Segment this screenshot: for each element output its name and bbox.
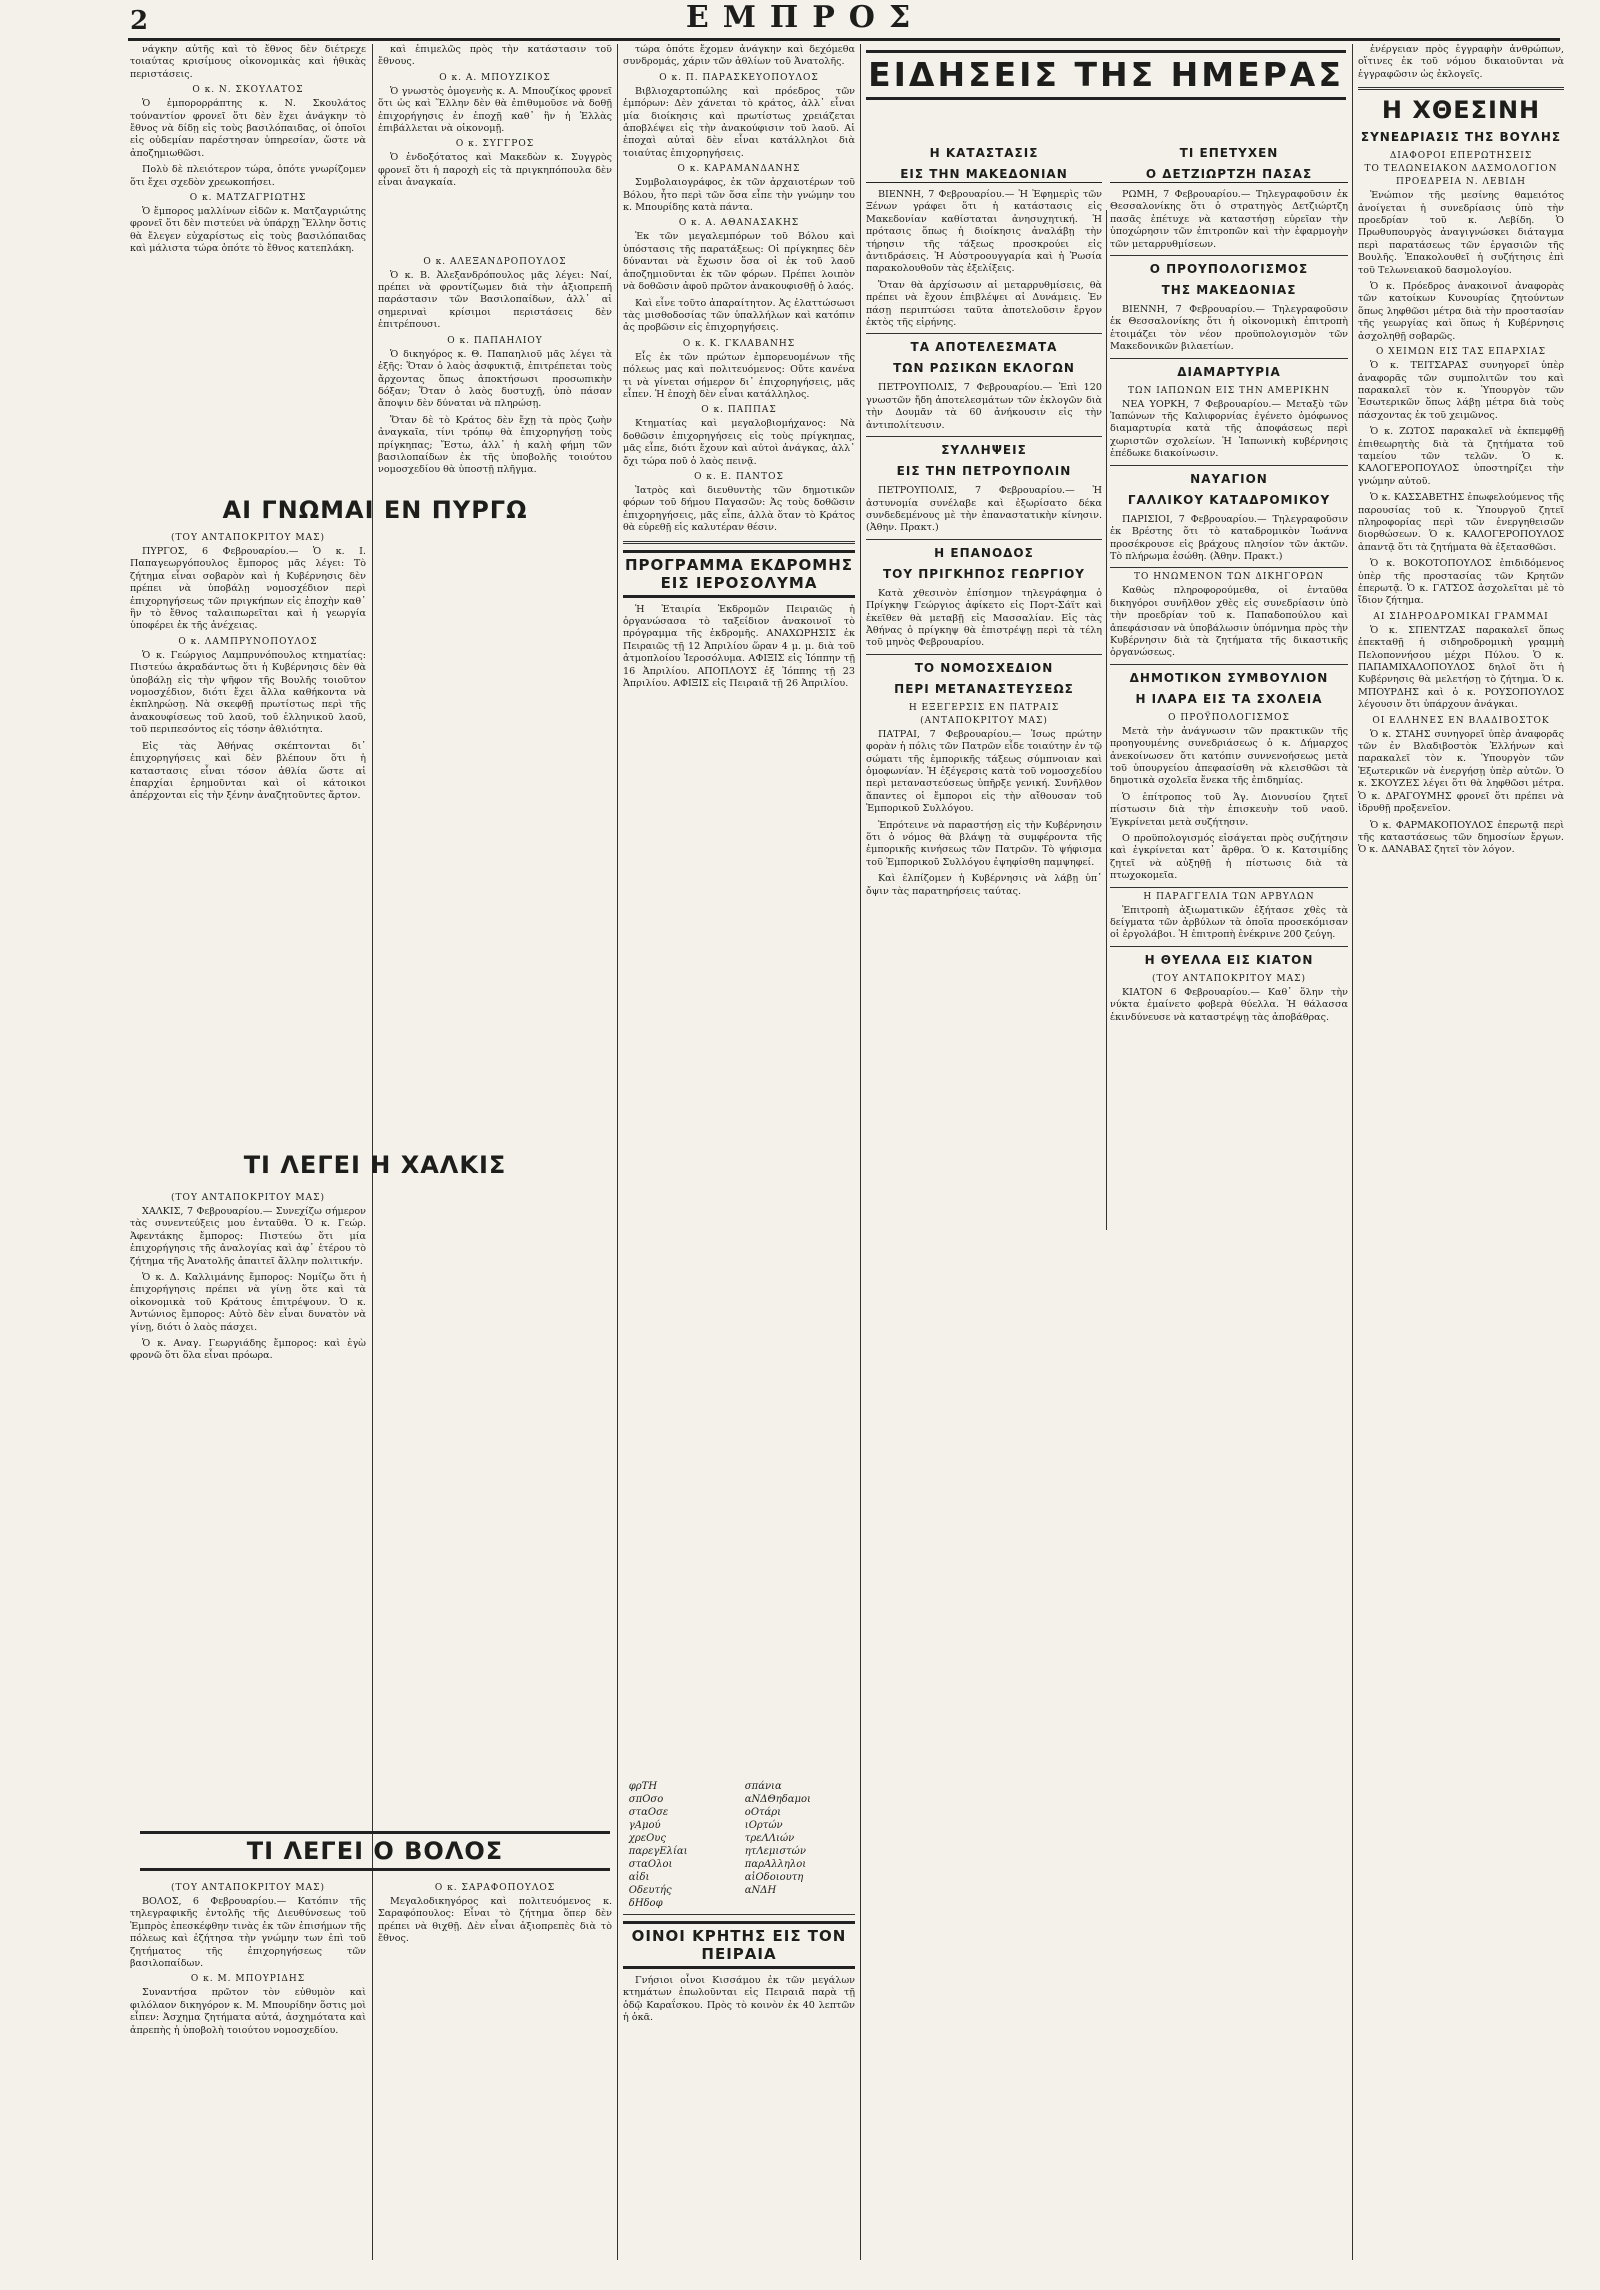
headline: Η ΕΠΑΝΟΔΟΣ [934, 545, 1034, 560]
headline: ΤΙ ΛΕΓΕΙ Ο ΒΟΛΟΣ [140, 1831, 610, 1871]
byline: Ο κ. ΛΑΜΠΡΥΝΟΠΟΥΛΟΣ [178, 636, 318, 647]
article-text: Εἰς τὰς Ἀθήνας σκέπτονται δι᾽ ἐπιχορηγήσεις καὶ δὲν βλέπουν ὅτι ἡ καταστασις εἶναι τόσον ἀθλία ὥστε αἱ ἐπαρχίαι ἐρημοῦνται καὶ οἱ κάτοικοι ἀπέρχονται εἰς τὴν ξένην ἀναζητοῦντες ἄρτον. [130, 740, 366, 802]
headline: Η ΙΛΑΡΑ ΕΙΣ ΤΑ ΣΧΟΛΕΙΑ [1135, 691, 1323, 706]
column-1-volos [130, 1880, 366, 2260]
subheadline: ΠΡΟΕΔΡΕΙΑ Ν. ΛΕΒΙΔΗ [1395, 177, 1527, 188]
byline: Ο κ. ΚΑΡΑΜΑΝΔΑΝΗΣ [677, 164, 801, 175]
article-text: Μεγαλοδικηγόρος καὶ πολιτευόμενος κ. Σαραφόπουλος: Εἶναι τὸ ζήτημα ὅπερ δὲν πρέπει νὰ θιχθῇ. Δὲν εἶναι ἀξιοπρεπὲς διὰ τὸ ἔθνος. [378, 1896, 612, 1945]
correspondent-line: (ΤΟΥ ΑΝΤΑΠΟΚΡΙΤΟΥ ΜΑΣ) [171, 1193, 325, 1203]
byline: Ο κ. ΠΑΠΠΑΣ [701, 405, 777, 416]
subheadline: Η ΠΑΡΑΓΓΕΛΙΑ ΤΩΝ ΑΡΒΥΛΩΝ [1143, 891, 1315, 902]
name-item: σταΟσε [628, 1807, 669, 1818]
article-text: Γνήσιοι οἶνοι Κισσάμου ἐκ τῶν μεγάλων κτημάτων ἐπωλοῦνται εἰς Πειραιᾶ παρὰ τῇ ὁδῷ Καραΐσκου. Πρὸς τὸ κοινὸν ἐκ 40 λεπτῶν ἡ ὀκᾶ. [623, 1975, 855, 2024]
divider [1110, 465, 1348, 466]
column-5 [1110, 140, 1348, 2260]
article-text: ΠΑΤΡΑΙ, 7 Φεβρουαρίου.— Ἰσως πρώτην φορὰν ἡ πόλις τῶν Πατρῶν εἶδε τοιαύτην ἐν τῷ σώματι τῆς ἐμπορικῆς τάξεως σύμπνοιαν καὶ ὁμοφωνίαν. Ἡ ἐξέγερσις κατὰ τοῦ νομοσχεδίου περὶ μεταναστεύσεως ὑπῆρξε γενική. Συνῆλθον ἅπαντες οἱ ἔμποροι εἰς τὴν αἴθουσαν τοῦ Ἐμπορικοῦ Συλλόγου. [866, 728, 1102, 815]
article-text: Συναντήσα πρῶτον τὸν εὐθυμὸν καὶ φιλόλαον δικηγόρον κ. Μ. Μπουρίδην ὅστις μοὶ εἶπεν: Ἀσχημα ζητήματα αὐτά, ἀσχημότατα καὶ ἀπρεπὴς ἡ ὑποβολὴ τοιούτου νομοσχεδίου. [130, 1987, 366, 2036]
divider [1110, 255, 1348, 256]
article-text: Ὁ ἐνδοξότατος καὶ Μακεδὼν κ. Συγγρὸς φρονεῖ ὅτι ἡ παροχὴ εἰς τὰ πριγκηπόπουλα δὲν εἶναι ἀναγκαία. [378, 152, 612, 189]
subheadline: Η ΕΞΕΓΕΡΣΙΣ ΕΝ ΠΑΤΡΑΙΣ [908, 702, 1060, 713]
divider [866, 333, 1102, 334]
article-text: ΠΥΡΓΟΣ, 6 Φεβρουαρίου.— Ὁ κ. Ι. Παπαγεωργόπουλος ἔμπορος μᾶς λέγει: Τὸ ζήτημα εἶναι σοβαρὸν καὶ ἡ Κυβέρνησις δὲν πρέπει νὰ ὑποβάλῃ νομοσχέδιον περὶ ἐπιχορηγήσεως τῶν πριγκήπων εἰς ἐποχὴν καθ᾽ ἣν τὸ ἔθνος ταλαιπωρεῖται καὶ ἡ γεωργία ὑποφέρει ἐκ τῆς ἀνέχειας. [130, 546, 366, 632]
headline: ΔΗΜΟΤΙΚΟΝ ΣΥΜΒΟΥΛΙΟΝ [1129, 670, 1329, 685]
headline-chalkis-block [140, 1145, 610, 1185]
names-right [745, 1780, 849, 1910]
article-text: Ὁ κ. Δ. Καλλιμάνης ἔμπορος: Νομίζω ὅτι ἡ ἐπιχορήγησις πρέπει νὰ γίνῃ ὅτε καὶ τὰ οἰκονομικὰ τοῦ Κράτους ἐπιτρέψουν. Ὁ κ. Ἀντώνιος ἔμπορος: Αὐτὸ δὲν εἶναι δυνατὸν νὰ γίνῃ, διότι ὁ λαὸς πάσχει. [130, 1272, 366, 1333]
name-item: χρεΟυς [628, 1833, 666, 1844]
byline: Ο κ. Α. ΑΘΑΝΑΣΑΚΗΣ [678, 218, 800, 229]
article-text: Ὁ ἐπίτροπος τοῦ Ἁγ. Διονυσίου ζητεῖ πίστωσιν διὰ τὴν ἐπισκευὴν τοῦ ναοῦ. Ἐγκρίνεται μετὰ συζήτησιν. [1110, 791, 1348, 828]
name-item: αἰΟδοιουτη [744, 1872, 804, 1883]
names-left [629, 1780, 733, 1910]
name-item: ιΟρτών [744, 1820, 783, 1831]
article-text: Ἐπρότεινε νὰ παραστήσῃ εἰς τὴν Κυβέρνησιν ὅτι ὁ νόμος θὰ βλάψῃ τὰ συμφέροντα τῆς ἐμπορικῆς κινήσεως τῶν Πατρῶν. Τὸ ψήφισμα τοῦ Ἐμπορικοῦ Συλλόγου ἐψηφίσθη παμψηφεί. [866, 819, 1102, 868]
column-1-chalkis [130, 1190, 366, 1770]
article-text: ΒΟΛΟΣ, 6 Φεβρουαρίου.— Κατόπιν τῆς τηλεγραφικῆς ἐντολῆς τῆς Διευθύνσεως τοῦ Ἐμπρὸς ἐπεσκέφθην τινὰς ἐκ τῶν ἐπισήμων τῆς πόλεως καὶ ἐζήτησα τὴν γνώμην των ἐπὶ τοῦ ζητήματος τῆς ἐπιχορηγήσεως τῶν βασιλοπαίδων. [130, 1896, 366, 1970]
headline: ΕΙΣ ΤΗΝ ΠΕΤΡΟΥΠΟΛΙΝ [896, 464, 1072, 479]
name-item: σταΟλοι [628, 1859, 673, 1870]
column-1-pyrgos [130, 530, 366, 1130]
divider [1110, 946, 1348, 947]
headline: ΠΕΡΙ ΜΕΤΑΝΑΣΤΕΥΣΕΩΣ [894, 681, 1074, 696]
article-text: Καθὼς πληροφορούμεθα, οἱ ἐνταῦθα δικηγόροι συνῆλθον χθὲς εἰς συνεδρίασιν ὑπὸ τὴν προεδρίαν τοῦ κ. Παπαδοπούλου καὶ ἀπεφάσισαν νὰ ὑποβάλωσιν ὑπόμνημα πρὸς τὴν Κυβέρνησιν διὰ τὰ ζητήματα τῆς δικαστικῆς ὀργανώσεως. [1110, 585, 1348, 659]
byline: Ο κ. Μ. ΜΠΟΥΡΙΔΗΣ [190, 1974, 306, 1985]
name-item: σπάνια [744, 1781, 782, 1792]
column-1-top [130, 44, 366, 544]
article-text: Ὁ δικηγόρος κ. Θ. Παπαηλιοῦ μᾶς λέγει τὰ ἑξῆς: Ὅταν ὁ λαὸς ἀσφυκτιᾷ, ἐπιτρέπεται τοὺς ἄρχοντας ὅπως ἀποκτήσωσι προσωπικὴν δόξαν; Ὅταν ὁ λαὸς δυστυχῇ, ὑπὸ πάσαν ἄποψιν δὲν δύναται νὰ πληρώσῃ. [378, 348, 612, 410]
divider [1358, 87, 1564, 90]
program-headline: ΠΡΟΓΡΑΜΜΑ ΕΚΔΡΟΜΗΣ ΕΙΣ ΙΕΡΟΣΟΛΥΜΑ [623, 550, 855, 598]
divider [1110, 887, 1348, 888]
column-4 [866, 140, 1102, 2260]
name-item: φρΤΗ [628, 1781, 658, 1792]
headline-volos-block [140, 1825, 610, 1877]
subheadline: ΑΙ ΣΙΔΗΡΟΔΡΟΜΙΚΑΙ ΓΡΑΜΜΑΙ [1373, 611, 1549, 622]
column-6 [1358, 44, 1564, 2260]
article-text: Μετὰ τὴν ἀνάγνωσιν τῶν πρακτικῶν τῆς προηγουμένης συνεδριάσεως ὁ κ. Δήμαρχος ἀνεκοίνωσεν ὅτι κατόπιν συννενοήσεως μετὰ τοῦ ὑπουργείου ἀπεφασίσθη νὰ κλεισθῶσι τὰ δημοτικὰ σχολεῖα ἕνεκα τῆς ἐπιδημίας. [1110, 725, 1348, 787]
name-item: τρεΛΛιών [744, 1833, 795, 1844]
article-text: Ὁ ἐμπορορράπτης κ. Ν. Σκουλάτος τούναντίον φρονεῖ ὅτι δὲν ἔχει ἀνάγκην τὸ ἔθνος νὰ δίδῃ εἰς τοὺς βασιλόπαιδας, οἱ ὁποῖοι εἰς οὐδεμίαν παρέστησαν ὑπηρεσίαν, ὥστε νὰ ἀποζημιωθῶσι. [130, 98, 366, 159]
article-text: ΧΑΛΚΙΣ, 7 Φεβρουαρίου.— Συνεχίζω σήμερον τὰς συνεντεύξεις μου ἐνταῦθα. Ὁ κ. Γεώρ. Ἀφεντάκης ἔμπορος: Πιστεύω ὅτι μία ἐπιχορήγησις τῆς ἀναλογίας καὶ ἀφ᾽ ἑτέρου τὸ ζήτημα τῆς Ἀνατολῆς ἀπαιτεῖ ἄλλην πολιτικήν. [130, 1206, 366, 1267]
article-text: Ὁ κ. Αναγ. Γεωργιάδης ἔμπορος: καὶ ἐγὼ φρονῶ ὅτι ὅλα εἶναι πρόωρα. [130, 1338, 366, 1362]
article-text: Ὅταν δὲ τὸ Κράτος δὲν ἔχῃ τὰ πρὸς ζωὴν ἀναγκαῖα, τίνι τρόπῳ θὰ ἐπιχορηγήσῃ τοὺς πρίγκηπας; Ἔστω, ἀλλ᾽ ἡ καλὴ φήμη τῶν βασιλοπαίδων ἐκ τῆς ὑποβολῆς τοιούτου νομοσχεδίου θὰ ὑποστῇ πλῆγμα. [378, 414, 612, 476]
article-text: Ὁ κ. ΤΕΙΤΣΑΡΑΣ συνηγορεῖ ὑπὲρ ἀναφορᾶς τῶν συμπολιτῶν του καὶ παρακαλεῖ τὸν κ. Ὑπουργὸν τῶν Ἐσωτερικῶν ὅπως λάβῃ μέτρα διὰ τοὺς πάσχοντας ἐκ τοῦ χειμῶνος. [1358, 360, 1564, 421]
article-text: Ἡ Ἑταιρία Ἐκδρομῶν Πειραιῶς ἡ ὀργανώσασα τὸ ταξείδιον ἀνακοινοῖ τὸ πρόγραμμα τῆς ἐκδρομῆς. ΑΝΑΧΩΡΗΣΙΣ ἐκ Πειραιῶς τῇ 12 Ἀπριλίου ὥραν 4 μ. μ. διὰ τοῦ ἀτμοπλοίου Ἱεροσόλυμα. ΑΦΙΞΙΣ εἰς Ἰόππην τῇ 16 Ἀπριλίου. ΑΠΟΠΛΟΥΣ ἐξ Ἰόππης τῇ 23 Ἀπριλίου. ΑΦΙΞΙΣ εἰς Πειραιᾶ τῇ 26 Ἀπριλίου. [623, 603, 855, 690]
article-text: Καὶ ἐλπίζομεν ἡ Κυβέρνησις νὰ λάβῃ ὑπ᾽ ὄψιν τὰς παρατηρήσεις ταύτας. [866, 873, 1102, 897]
article-text: Ἐκ τῶν μεγαλεμπόρων τοῦ Βόλου καὶ ὑπόστασις τῆς παρατάξεως: Οἱ πρίγκηπες δὲν δύνανται νὰ ἔχωσιν ὅσα οἱ ἐκ τοῦ λαοῦ ἀποζημιοῦνται ἐκ τῶν φόρων. Πρέπει λοιπὸν νὰ δοθῶσιν ἀφοῦ πρῶτον ἀνακουφισθῇ ὁ λαός. [623, 231, 855, 293]
headline: ΑΙ ΓΝΩΜΑΙ ΕΝ ΠΥΡΓΩ [222, 496, 528, 524]
article-text: Συμβολαιογράφος, ἐκ τῶν ἀρχαιοτέρων τοῦ Βόλου, ἦτο περὶ τῶν ὅσα εἶπε τὴν γνώμην του κ. Μπουρίδης κατὰ πάντα. [623, 177, 855, 214]
name-item: οΟτάρι [744, 1807, 782, 1818]
headline: ΤΟΥ ΠΡΙΓΚΗΠΟΣ ΓΕΩΡΓΙΟΥ [882, 566, 1085, 581]
article-text: Βιβλιοχαρτοπώλης καὶ πρόεδρος τῶν ἐμπόρων: Δὲν χάνεται τὸ κράτος, ἀλλ᾽ εἶναι μία διοίκησις καὶ πρωτίστως χρειάζεται ἀποβλέψει εἰς τὴν ἀνακούφισιν τοῦ λαοῦ. Αἱ ἐποχαὶ αὐταὶ δὲν εἶναι κατάλληλοι διὰ τοιαύτας ἐπιχορηγήσεις. [623, 85, 855, 159]
name-item: αἰδι Οδευτής [628, 1872, 672, 1896]
headline: ΤΙ ΛΕΓΕΙ Η ΧΑΛΚΙΣ [243, 1151, 507, 1179]
headline: ΓΑΛΛΙΚΟΥ ΚΑΤΑΔΡΟΜΙΚΟΥ [1127, 492, 1331, 507]
article-text: Ὁ κ. Γεώργιος Λαμπρυνόπουλος κτηματίας: Πιστεύω ἀκραδάντως ὅτι ἡ Κυβέρνησις δὲν θὰ ὑποβάλῃ εἰς τὴν ψῆφον τῆς Βουλῆς τοιοῦτον νομοσχέδιον, διότι ἔχει ἄλλα καθήκοντα νὰ ἐκπληρώσῃ. Νὰ σκεφθῇ πρωτίστως περὶ τῆς ἀνακουφίσεως τοῦ λαοῦ, τοῦ ἑλληνικοῦ λαοῦ, τοῦ περιπεσόντος εἰς τόσην ἀθλιότητα. [130, 649, 366, 736]
column-3 [623, 44, 855, 1449]
article-text: καὶ ἐπιμελῶς πρὸς τὴν κατάστασιν τοῦ ἔθνους. [378, 44, 612, 68]
column-rule [1352, 44, 1353, 2260]
article-text: τώρα ὁπότε ἔχομεν ἀνάγκην καὶ δεχόμεθα συνδρομάς, χάριν τῶν ἀθλίων τοῦ Ἀνατολῆς. [623, 44, 855, 68]
article-text: Ὁ κ. Πρόεδρος ἀνακοινοῖ ἀναφορὰς τῶν κατοίκων Κυνουρίας ζητούντων ὅπως ληφθῶσι μέτρα διὰ τὴν προστασίαν τῆς γεωργίας καὶ ὅπως ἡ Κυβέρνησις ἀσχοληθῇ σοβαρῶς. [1358, 281, 1564, 342]
article-text: Ο προϋπολογισμός εἰσάγεται πρὸς συζήτησιν καὶ ἐγκρίνεται κατ᾽ ἄρθρα. Ὁ κ. Κατσιμίδης ζητεῖ νὰ αὐξηθῇ ἡ πίστωσις διὰ τὰ πτωχοκομεῖα. [1110, 833, 1348, 882]
article-text: Ὁ κ. ΦΑΡΜΑΚΟΠΟΥΛΟΣ ἐπερωτᾷ περὶ τῆς καταστάσεως τῶν δημοσίων ἔργων. Ὁ κ. ΔΑΝΑΒΑΣ ζητεῖ τὸν λόγον. [1358, 819, 1564, 856]
subheadline: ΤΟ ΗΝΩΜΕΝΟΝ ΤΩΝ ΔΙΚΗΓΟΡΩΝ [1133, 572, 1325, 583]
main-headline: ΕΙΔΗΣΕΙΣ ΤΗΣ ΗΜΕΡΑΣ [866, 50, 1346, 100]
byline: Ο κ. ΑΛΕΞΑΝΔΡΟΠΟΥΛΟΣ [423, 256, 567, 267]
headline: ΤΗΣ ΜΑΚΕΔΟΝΙΑΣ [1161, 283, 1297, 298]
article-text: Κτηματίας καὶ μεγαλοβιομήχανος: Νὰ δοθῶσιν ἐπιχορηγήσεις εἰς τοὺς πρίγκηπας, μᾶς εἶπε, διότι ἔχουν καὶ αὐτοὶ ἀνάγκας, ἀλλ᾽ ὄχι τώρα ποῦ ὁ λαὸς πεινᾷ. [623, 418, 855, 467]
headline: Ο ΔΕΤΖΙΩΡΤΖΗ ΠΑΣΑΣ [1110, 167, 1348, 183]
byline: Ο κ. Π. ΠΑΡΑΣΚΕΥΟΠΟΥΛΟΣ [659, 72, 819, 83]
name-item: δΗδοφ [628, 1898, 663, 1909]
subheadline: ΔΙΑΦΟΡΟΙ ΕΠΕΡΩΤΗΣΕΙΣ [1389, 151, 1533, 162]
headline: Η ΘΥΕΛΛΑ ΕΙΣ ΚΙΑΤΟΝ [1144, 952, 1314, 967]
correspondent-line: (ΤΟΥ ΑΝΤΑΠΟΚΡΙΤΟΥ ΜΑΣ) [1152, 973, 1306, 984]
subheadline: Ο ΧΕΙΜΩΝ ΕΙΣ ΤΑΣ ΕΠΑΡΧΙΑΣ [1375, 347, 1547, 358]
byline: Ο κ. ΣΑΡΑΦΟΠΟΥΛΟΣ [434, 1883, 556, 1893]
article-text: ΒΙΕΝΝΗ, 7 Φεβρουαρίου.— Ἡ Ἐφημερὶς τῶν Ξένων γράφει ὅτι ἡ κατάστασις εἰς Μακεδονίαν καθίσταται ἀνησυχητική. Ἡ πρότασις ὅπως ἡ διοίκησις ἀναλάβῃ τὴν τήρησιν τῆς τάξεως προσκρούει εἰς ἀντιδράσεις. Ἡ Αὐστροουγγαρία καὶ ἡ Ῥωσία παρακολουθοῦν τὰς ἐξελίξεις. [866, 189, 1102, 275]
byline: Ο κ. Ν. ΣΚΟΥΛΑΤΟΣ [192, 85, 304, 96]
article-text: Ἰατρὸς καὶ διευθυντὴς τῶν δημοτικῶν φόρων τοῦ δήμου Παγασῶν: Ἀς τοὺς δοθῶσιν ἐπιχορηγήσεις, μᾶς εἶπε, ἀλλὰ ὅταν τὸ Κράτος θὰ εὑρεθῇ εἰς καλυτέραν θέσιν. [623, 484, 855, 534]
article-text: Ἐνώπιον τῆς μεσίνης θαμειότος ἀνοίγεται ἡ συνεδρίασις ὑπὸ τὴν προεδρίαν τοῦ κ. Λεβίδη. Ὁ Πρωθυπουργὸς ἀναγιγνώσκει διάταγμα περὶ παρατάσεως τῶν ἐργασιῶν τῆς Βουλῆς. Ἐπακολουθεῖ ἡ συζήτησις ἐπὶ τοῦ Τελωνειακοῦ δασμολογίου. [1358, 190, 1564, 276]
column-2-top [378, 44, 612, 1114]
headline: ΣΥΝΕΔΡΙΑΣΙΣ ΤΗΣ ΒΟΥΛΗΣ [1360, 130, 1562, 145]
name-item: αΝΔΘηδαμοι [744, 1794, 811, 1805]
byline: Ο κ. Κ. ΓΚΛΑΒΑΝΗΣ [682, 338, 796, 349]
subheadline: ΤΟ ΤΕΛΩΝΕΙΑΚΟΝ ΔΑΣΜΟΛΟΓΙΟΝ [1364, 164, 1558, 175]
column-2-bottom [378, 1880, 612, 2260]
article-text: Κατὰ χθεσινὸν ἐπίσημον τηλεγράφημα ὁ Πρίγκηψ Γεώργιος ἀφίκετο εἰς Πορτ-Σάϊτ καὶ ἐκεῖθεν θὰ μεταβῇ εἰς Μασσαλίαν. Εἰς τὰς Ἀθήνας ὁ πρίγκηψ θὰ ἐπιστρέψῃ περὶ τὰ τέλη τοῦ μηνὸς Φεβρουαρίου. [866, 587, 1102, 649]
headline: ΣΥΛΛΗΨΕΙΣ [941, 443, 1027, 458]
headline: ΤΑ ΑΠΟΤΕΛΕΣΜΑΤΑ [910, 340, 1058, 355]
name-item: παρεγΕλίαι [628, 1846, 688, 1857]
headline: Ο ΠΡΟΥΠΟΛΟΓΙΣΜΟΣ [1149, 262, 1309, 277]
divider [1110, 664, 1348, 665]
name-item: σπΟσο [628, 1794, 664, 1805]
subheadline: Ο ΠΡΟΫΠΟΛΟΓΙΣΜΟΣ [1168, 712, 1290, 723]
article-text: Ὁ γνωστὸς ὁμογενὴς κ. Α. Μπουζίκος φρονεῖ ὅτι ὡς καὶ Ἕλλην δὲν θὰ ἐπιθυμοῦσε νὰ δοθῇ ἐπιχορήγησις ἐν ἐποχῇ καθ᾽ ἣν ἡ Ἑλλὰς ἐπιβάλλεται νὰ οἰκονομῇ. [378, 85, 612, 135]
headline: Η ΧΘΕΣΙΝΗ [1381, 96, 1541, 125]
divider [1110, 567, 1348, 568]
article-text: Πολὺ δὲ πλειότερον τώρα, ὁπότε γνωρίζομεν ὅτι ἔχει σχεδὸν χρεωκοπήσει. [130, 164, 366, 188]
article-text: νάγκην αὐτῆς καὶ τὸ ἔθνος δὲν διέτρεχε τοιαύτας κρισίμους οἰκονομικὰς καὶ ἠθικὰς περιστάσεις. [130, 44, 366, 80]
correspondent-line: (ΑΝΤΑΠΟΚΡΙΤΟΥ ΜΑΣ) [920, 715, 1048, 726]
article-text: ΠΕΤΡΟΥΠΟΛΙΣ, 7 Φεβρουαρίου.— Ἡ ἀστυνομία συνέλαβε καὶ ἐξωρίσατο δέκα συνδεδεμένους μὲ τὴν ἐπαναστατικὴν κίνησιν. (Ἀθην. Πρακτ.) [866, 485, 1102, 534]
article-text: Ὁ κ. ΣΤΑΗΣ συνηγορεῖ ὑπὲρ ἀναφορᾶς τῶν ἐν Βλαδιβοστὸκ Ἑλλήνων καὶ παρακαλεῖ τὸν κ. Ὑπουργὸν τῶν Ἐξωτερικῶν νὰ ἐνεργήσῃ ὑπὲρ αὐτῶν. Ὁ κ. ΣΚΟΥΖΕΣ λέγει ὅτι θὰ ληφθῶσι μέτρα. Ὁ κ. ΔΡΑΓΟΥΜΗΣ φρονεῖ ὅτι πρέπει νὰ ἱδρυθῇ προξενεῖον. [1358, 728, 1564, 815]
headline: ΝΑΥΑΓΙΟΝ [1190, 471, 1268, 486]
divider [866, 654, 1102, 655]
article-text: ΠΑΡΙΣΙΟΙ, 7 Φεβρουαρίου.— Τηλεγραφοῦσιν ἐκ Βρέστης ὅτι τὸ καταδρομικὸν Ἰωάννα προσέκρουσε εἰς βράχους πλησίον τῶν ἀκτῶν. Τὸ πλήρωμα ἐσώθη. (Ἀθην. Πρακτ.) [1110, 513, 1348, 562]
byline: Ο κ. ΜΑΤΖΑΓΡΙΩΤΗΣ [189, 193, 307, 204]
names-list [623, 1780, 855, 1910]
masthead: ΕΜΠΡΟΣ [685, 0, 925, 35]
header-rule [128, 38, 1560, 41]
divider [623, 541, 855, 544]
article-text: Ὁ κ. ΖΩΤΟΣ παρακαλεῖ νὰ ἐκπεμφθῇ ἐπιθεωρητὴς διὰ τὰ ζητήματα τοῦ ταμείου τῶν τελῶν. Ὁ κ. ΚΑΛΟΓΕΡΟΠΟΥΛΟΣ ὑποστηρίζει τὴν γνώμην αὐτοῦ. [1358, 426, 1564, 487]
article-text: Καὶ εἶνε τοῦτο ἀπαραίτητον. Ἀς ἐλαττώσωσι τὰς μισθοδοσίας τῶν ὑπαλλήλων καὶ κατόπιν ἀς προβῶσιν εἰς ἐπιχορηγήσεις. [623, 297, 855, 334]
byline: Ο κ. Ε. ΠΑΝΤΟΣ [694, 471, 784, 482]
headline: Η ΚΑΤΑΣΤΑΣΙΣ [929, 146, 1039, 160]
headline: ΤΙ ΕΠΕΤΥΧΕΝ [1179, 146, 1279, 160]
article-text: ἐνέργειαν πρὸς ἐγγραφὴν ἀνθρώπων, οἵτινες ἐκ τοῦ νόμου δικαιοῦνται νὰ ἐγγραφῶσιν ὡς ἐκλογεῖς. [1358, 44, 1564, 80]
headline: ΔΙΑΜΑΡΤΥΡΙΑ [1177, 364, 1281, 379]
name-item: παρΑλληλοι [744, 1859, 807, 1870]
article-text: ΡΩΜΗ, 7 Φεβρουαρίου.— Τηλεγραφοῦσιν ἐκ Θεσσαλονίκης ὅτι ὁ στρατηγὸς Δετζιώρτζη πασᾶς ἐπέτυχε νὰ καταστήσῃ εὐρεῖαν τὴν ὑποχώρησιν τῶν ἐπιτροπῶν καὶ τὴν ἐφαρμογὴν τῶν μεταρρυθμίσεων. [1110, 189, 1348, 250]
article-text: Ὁ κ. ΒΟΚΟΤΟΠΟΥΛΟΣ ἐπιδιδόμενος ὑπὲρ τῆς προστασίας τῶν Κρητῶν ἐπερωτᾷ. Ὁ κ. ΓΑΤΣΟΣ ἀσχολεῖται μὲ τὸ ἴδιον ζήτημα. [1358, 558, 1564, 607]
headline: ΤΟ ΝΟΜΟΣΧΕΔΙΟΝ [914, 660, 1054, 675]
crete-headline: ΟΙΝΟΙ ΚΡΗΤΗΣ ΕΙΣ ΤΟΝ ΠΕΙΡΑΙΑ [623, 1921, 855, 1969]
article-text: Ὁ κ. ΣΠΕΝΤΖΑΣ παρακαλεῖ ὅπως ἐπεκταθῇ ἡ σιδηροδρομικὴ γραμμὴ Πελοποννήσου μέχρι Πύλου. Ὁ κ. ΠΑΠΑΜΙΧΑΛΟΠΟΥΛΟΣ δηλοῖ ὅτι ἡ Κυβέρνησις θὰ μελετήσῃ τὸ ζήτημα. Ὁ κ. ΜΠΟΥΡΔΗΣ καὶ ὁ κ. ΡΟΥΣΟΠΟΥΛΟΣ λέγουσιν ὅτι ὑπάρχουν ἀνάγκαι. [1358, 624, 1564, 711]
article-text: Ὅταν θὰ ἀρχίσωσιν αἱ μεταρρυθμίσεις, θὰ πρέπει νὰ ἔχουν ἐπιβλέψει αἱ Δυνάμεις. Ἐν πάσῃ περιπτώσει ταῦτα ἀποτελοῦσιν ἔργον ἐκτὸς τῆς εἰρήνης. [866, 279, 1102, 329]
article-text: Ἐπιτροπὴ ἀξιωματικῶν ἐξήτασε χθὲς τὰ δείγματα τῶν ἀρβύλων τὰ ὁποῖα προσεκόμισαν οἱ ἐργολάβοι. Ἡ ἐπιτροπὴ ἐνέκρινε 200 ζεύγη. [1110, 904, 1348, 941]
subheadline: ΟΙ ΕΛΛΗΝΕΣ ΕΝ ΒΛΑΔΙΒΟΣΤΟΚ [1372, 715, 1550, 726]
divider [866, 539, 1102, 540]
article-text: ΒΙΕΝΝΗ, 7 Φεβρουαρίου.— Τηλεγραφοῦσιν ἐκ Θεσσαλονίκης ὅτι ἡ οἰκονομικὴ ἐπιτροπὴ ἐτοιμάζει τὸν νέον προϋπολογισμὸν τῶν Μακεδονικῶν βιλαετίων. [1110, 304, 1348, 353]
byline: Ο κ. ΠΑΠΑΗΛΙΟΥ [447, 335, 543, 346]
article-text: ΠΕΤΡΟΥΠΟΛΙΣ, 7 Φεβρουαρίου.— Ἐπὶ 120 γνωστῶν ἤδη ἀποτελεσμάτων τῶν ἐκλογῶν διὰ τὴν Δουμᾶν τὰ 60 ἀνήκουσιν εἰς τὴν ἀντιπολίτευσιν. [866, 382, 1102, 431]
headline: ΕΙΣ ΤΗΝ ΜΑΚΕΔΟΝΙΑΝ [866, 167, 1102, 183]
article-text: Ὁ κ. Β. Ἀλεξανδρόπουλος μᾶς λέγει: Ναί, πρέπει νὰ φροντίζωμεν διὰ τὴν ἀξιοπρεπῆ παράστασιν τῶν Βασιλοπαίδων, ἀλλ᾽ αἱ σημεριναὶ κρίσιμοι περιστάσεις δὲν ἐπιτρέπουσι. [378, 269, 612, 331]
page-number: 2 [130, 6, 149, 36]
article-text: Ὁ κ. ΚΑΣΣΑΒΕΤΗΣ ἐπωφελούμενος τῆς παρουσίας τοῦ κ. Ὑπουργοῦ ζητεῖ πληροφορίας περὶ τῶν ἐνεργηθεισῶν διορθώσεων. Ὁ κ. ΚΑΛΟΓΕΡΟΠΟΥΛΟΣ ἀπαντᾷ ὅτι τὰ ζητήματα θὰ ἐξετασθῶσι. [1358, 492, 1564, 553]
name-item: ητΛεμιστών [744, 1846, 806, 1857]
headline: ΤΩΝ ΡΩΣΙΚΩΝ ΕΚΛΟΓΩΝ [893, 361, 1075, 376]
name-item: αΝΔΗ [744, 1885, 777, 1896]
correspondent-line: (ΤΟΥ ΑΝΤΑΠΟΚΡΙΤΟΥ ΜΑΣ) [171, 1883, 325, 1893]
article-text: ΝΕΑ ΥΟΡΚΗ, 7 Φεβρουαρίου.— Μεταξὺ τῶν Ἰαπώνων τῆς Καλιφορνίας ἐγένετο ὁμόφωνος διαμαρτυρία κατὰ τῆς ἀποφάσεως περὶ χωριστῶν σχολείων. Ἡ Ἰαπωνικὴ κυβέρνησις ἐπέδωκε διακοίνωσιν. [1110, 398, 1348, 460]
byline: Ο κ. ΣΥΓΓΡΟΣ [455, 139, 535, 150]
divider [866, 436, 1102, 437]
divider [623, 1914, 855, 1915]
news-of-day-block [866, 44, 1346, 106]
column-rule [860, 44, 861, 2260]
column-3-bottom [623, 1780, 855, 2260]
article-text: Εἷς ἐκ τῶν πρώτων ἐμπορευομένων τῆς πόλεως μας καὶ πολιτευόμενος: Οὔτε κανένα τι νὰ γίνεται σήμερον δι᾽ ἐπιχορηγήσεις, μᾶς εἶπεν. Ἡ ἐποχὴ δὲν εἶναι κατάλληλος. [623, 351, 855, 400]
byline: Ο κ. Α. ΜΠΟΥΖΙΚΟΣ [439, 72, 551, 83]
name-item: γΑμού [628, 1820, 661, 1831]
article-text: Ὁ ἔμπορος μαλλίνων εἰδῶν κ. Ματζαγριώτης φρονεῖ ὅτι δὲν πιστεύει νὰ ὑπάρχῃ Ἕλλην ὅστις θὰ ἔλεγεν εὐχαρίστως εἰς τοὺς βασιλόπαιδας καὶ μάλιστα τώρα ὁπότε τὸ ἔθνος κατεπλάκη. [130, 206, 366, 255]
subheadline: ΤΩΝ ΙΑΠΩΝΩΝ ΕΙΣ ΤΗΝ ΑΜΕΡΙΚΗΝ [1128, 385, 1330, 396]
correspondent-line: (ΤΟΥ ΑΝΤΑΠΟΚΡΙΤΟΥ ΜΑΣ) [171, 533, 325, 543]
divider [1110, 358, 1348, 359]
column-rule [1106, 210, 1107, 1230]
column-rule [617, 44, 618, 2260]
article-text: ΚΙΑΤΟΝ 6 Φεβρουαρίου.— Καθ᾽ ὅλην τὴν νύκτα ἐμαίνετο φοβερὰ θύελλα. Ἡ θάλασσα ἐκινδύνευσε νὰ καταστρέψῃ τὰς ἀποβάθρας. [1110, 986, 1348, 1023]
